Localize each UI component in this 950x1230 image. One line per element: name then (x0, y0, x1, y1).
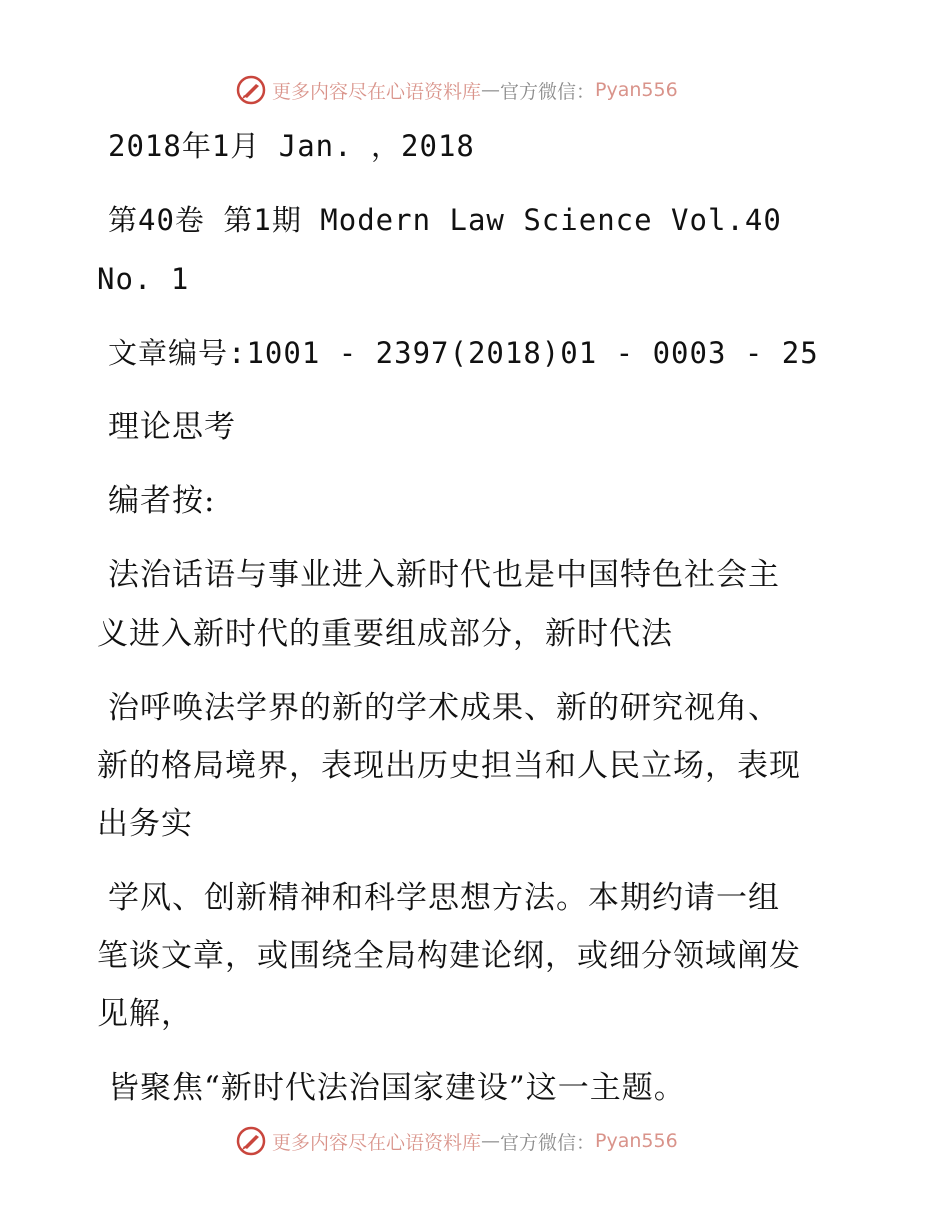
quill-logo-icon (236, 1126, 266, 1156)
watermark-brand: 更多内容尽在心语资料库 (272, 1131, 482, 1154)
volume-line: 第40卷 第1期 Modern Law Science Vol.40 (108, 203, 782, 237)
section-title: 理论思考 (108, 409, 236, 445)
quill-logo-icon (236, 75, 266, 105)
editor-note-label: 编者按: (108, 483, 216, 519)
body-line: 见解， (97, 996, 193, 1032)
body-line: 皆聚焦“新时代法治国家建设”这一主题。 (108, 1070, 686, 1106)
body-line: 出务实 (97, 806, 193, 842)
watermark-official: 官方微信： (500, 1131, 596, 1154)
article-number: 文章编号:1001 - 2397(2018)01 - 0003 - 25 (108, 336, 819, 370)
watermark-id: Pyan556 (595, 1130, 678, 1152)
watermark-dash: — (481, 1130, 501, 1152)
watermark-dash: — (481, 79, 501, 101)
body-line: 治呼唤法学界的新的学术成果、新的研究视角、 (108, 690, 780, 726)
watermark-bottom (236, 1124, 678, 1158)
date-line: 2018年1月 Jan. ，2018 (108, 129, 475, 163)
watermark-top (236, 73, 678, 107)
body-line: 义进入新时代的重要组成部分，新时代法 (97, 616, 673, 652)
body-line: 学风、创新精神和科学思想方法。本期约请一组 (108, 880, 780, 916)
watermark-brand: 更多内容尽在心语资料库 (272, 80, 482, 103)
watermark-id: Pyan556 (595, 79, 678, 101)
body-line: 笔谈文章，或围绕全局构建论纲，或细分领域阐发 (97, 938, 801, 974)
body-line: 法治话语与事业进入新时代也是中国特色社会主 (108, 557, 780, 593)
watermark-official: 官方微信： (500, 80, 596, 103)
issue-line: No. 1 (97, 262, 190, 296)
body-line: 新的格局境界，表现出历史担当和人民立场，表现 (97, 748, 801, 784)
